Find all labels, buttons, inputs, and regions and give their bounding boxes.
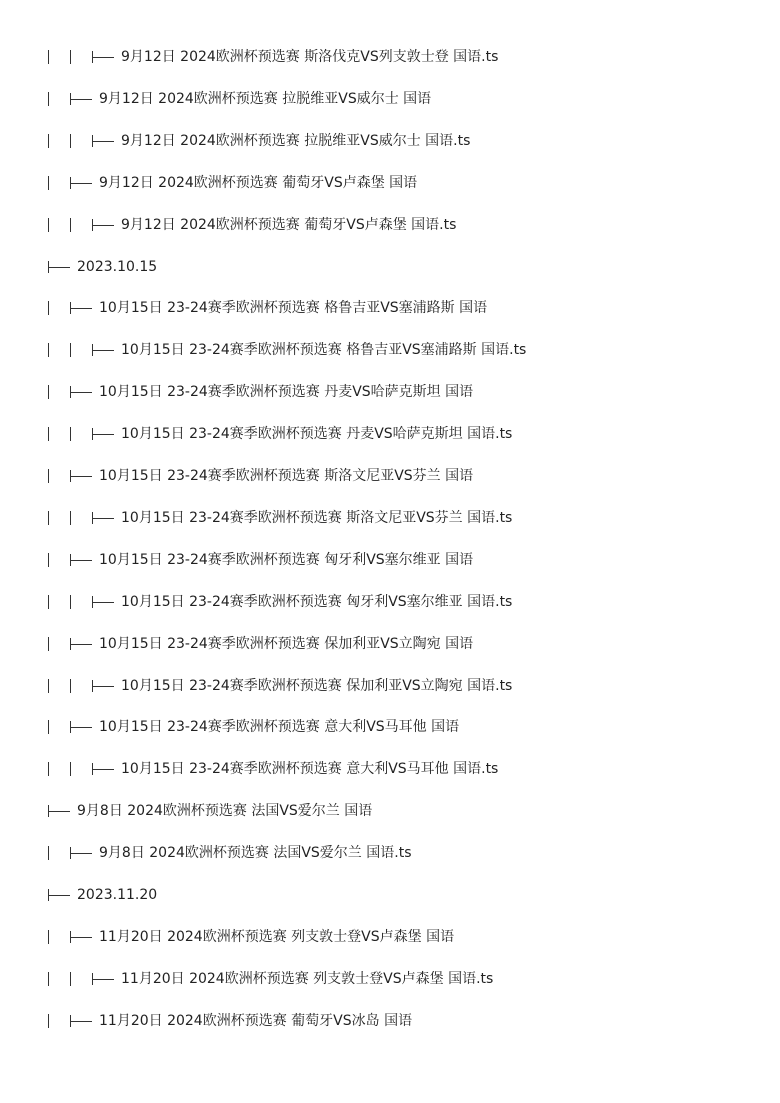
tree-branch: [92, 590, 116, 614]
tree-item-label: 10月15日 23-24赛季欧洲杯预选赛 意大利VS马耳他 国语: [99, 719, 460, 735]
tree-pipe: [70, 218, 71, 232]
tree-pipe: [48, 846, 49, 860]
tree-branch: [70, 841, 94, 865]
tree-branch: [70, 548, 94, 572]
tree-pipe: [70, 134, 71, 148]
tree-branch: [92, 506, 116, 530]
tree-branch: [92, 45, 116, 69]
tree-pipe: [70, 762, 71, 776]
tree-line: [0, 674, 780, 698]
tree-pipe: [70, 595, 71, 609]
tree-line: [0, 87, 780, 111]
tree-line: [0, 380, 780, 404]
tree-branch: [48, 255, 72, 279]
tree-pipe: [48, 176, 49, 190]
tree-branch: [70, 171, 94, 195]
tree-item-label: 10月15日 23-24赛季欧洲杯预选赛 意大利VS马耳他 国语.ts: [121, 761, 499, 777]
tree-line: [0, 967, 780, 991]
tree-line: [0, 464, 780, 488]
tree-branch: [70, 464, 94, 488]
tree-item-label: 9月12日 2024欧洲杯预选赛 拉脱维亚VS威尔士 国语.ts: [121, 133, 471, 149]
tree-line: [0, 1009, 780, 1033]
tree-pipe: [48, 679, 49, 693]
tree-branch: [70, 296, 94, 320]
tree-item-label: 10月15日 23-24赛季欧洲杯预选赛 斯洛文尼亚VS芬兰 国语: [99, 468, 474, 484]
tree-item-label: 9月8日 2024欧洲杯预选赛 法国VS爱尔兰 国语.ts: [99, 845, 412, 861]
tree-pipe: [48, 637, 49, 651]
tree-folder-label: 2023.11.20: [77, 887, 158, 903]
tree-line: [0, 757, 780, 781]
tree-item-label: 10月15日 23-24赛季欧洲杯预选赛 格鲁吉亚VS塞浦路斯 国语: [99, 300, 488, 316]
tree-pipe: [48, 930, 49, 944]
tree-branch: [70, 87, 94, 111]
tree-line: [0, 45, 780, 69]
tree-pipe: [70, 972, 71, 986]
tree-pipe: [48, 469, 49, 483]
tree-branch: [70, 925, 94, 949]
tree-pipe: [48, 1014, 49, 1028]
tree-pipe: [70, 50, 71, 64]
tree-line: [0, 841, 780, 865]
tree-line: [0, 590, 780, 614]
tree-pipe: [48, 720, 49, 734]
tree-pipe: [70, 427, 71, 441]
tree-pipe: [48, 218, 49, 232]
tree-pipe: [48, 92, 49, 106]
tree-pipe: [48, 343, 49, 357]
tree-pipe: [48, 134, 49, 148]
tree-pipe: [48, 385, 49, 399]
tree-branch: [92, 674, 116, 698]
tree-branch: [70, 380, 94, 404]
tree-pipe: [48, 553, 49, 567]
tree-item-label: 9月12日 2024欧洲杯预选赛 葡萄牙VS卢森堡 国语: [99, 175, 418, 191]
tree-item-label: 9月12日 2024欧洲杯预选赛 拉脱维亚VS威尔士 国语: [99, 91, 432, 107]
tree-line: [0, 422, 780, 446]
tree-item-label: 10月15日 23-24赛季欧洲杯预选赛 保加利亚VS立陶宛 国语: [99, 636, 474, 652]
tree-pipe: [48, 427, 49, 441]
tree-branch: [92, 213, 116, 237]
tree-branch: [92, 422, 116, 446]
tree-item-label: 11月20日 2024欧洲杯预选赛 列支敦士登VS卢森堡 国语: [99, 929, 455, 945]
tree-branch: [92, 757, 116, 781]
tree-item-label: 11月20日 2024欧洲杯预选赛 葡萄牙VS冰岛 国语: [99, 1013, 413, 1029]
tree-line: [0, 925, 780, 949]
tree-branch: [70, 715, 94, 739]
tree-item-label: 10月15日 23-24赛季欧洲杯预选赛 匈牙利VS塞尔维亚 国语: [99, 552, 474, 568]
tree-pipe: [48, 972, 49, 986]
tree-line: [0, 213, 780, 237]
tree-line: [0, 799, 780, 823]
tree-branch: [48, 799, 72, 823]
tree-pipe: [48, 301, 49, 315]
tree-pipe: [48, 595, 49, 609]
tree-line: [0, 548, 780, 572]
tree-line: [0, 715, 780, 739]
tree-branch: [70, 632, 94, 656]
tree-pipe: [48, 511, 49, 525]
tree-item-label: 11月20日 2024欧洲杯预选赛 列支敦士登VS卢森堡 国语.ts: [121, 971, 494, 987]
tree-line: [0, 171, 780, 195]
tree-branch: [70, 1009, 94, 1033]
tree-line: [0, 338, 780, 362]
tree-pipe: [70, 511, 71, 525]
tree-pipe: [70, 343, 71, 357]
tree-folder-label: 9月8日 2024欧洲杯预选赛 法国VS爱尔兰 国语: [77, 803, 373, 819]
tree-branch: [92, 129, 116, 153]
tree-line: [0, 883, 780, 907]
tree-line: [0, 632, 780, 656]
tree-item-label: 9月12日 2024欧洲杯预选赛 斯洛伐克VS列支敦士登 国语.ts: [121, 49, 499, 65]
tree-folder-label: 2023.10.15: [77, 259, 158, 275]
tree-branch: [48, 883, 72, 907]
tree-item-label: 10月15日 23-24赛季欧洲杯预选赛 保加利亚VS立陶宛 国语.ts: [121, 678, 513, 694]
tree-branch: [92, 967, 116, 991]
tree-pipe: [48, 762, 49, 776]
tree-line: [0, 506, 780, 530]
tree-pipe: [48, 50, 49, 64]
tree-line: [0, 255, 780, 279]
tree-branch: [92, 338, 116, 362]
tree-line: [0, 129, 780, 153]
tree-item-label: 10月15日 23-24赛季欧洲杯预选赛 格鲁吉亚VS塞浦路斯 国语.ts: [121, 342, 527, 358]
tree-pipe: [70, 679, 71, 693]
tree-item-label: 10月15日 23-24赛季欧洲杯预选赛 丹麦VS哈萨克斯坦 国语: [99, 384, 474, 400]
tree-item-label: 10月15日 23-24赛季欧洲杯预选赛 匈牙利VS塞尔维亚 国语.ts: [121, 594, 513, 610]
tree-item-label: 10月15日 23-24赛季欧洲杯预选赛 斯洛文尼亚VS芬兰 国语.ts: [121, 510, 513, 526]
tree-item-label: 9月12日 2024欧洲杯预选赛 葡萄牙VS卢森堡 国语.ts: [121, 217, 457, 233]
tree-line: [0, 296, 780, 320]
tree-item-label: 10月15日 23-24赛季欧洲杯预选赛 丹麦VS哈萨克斯坦 国语.ts: [121, 426, 513, 442]
